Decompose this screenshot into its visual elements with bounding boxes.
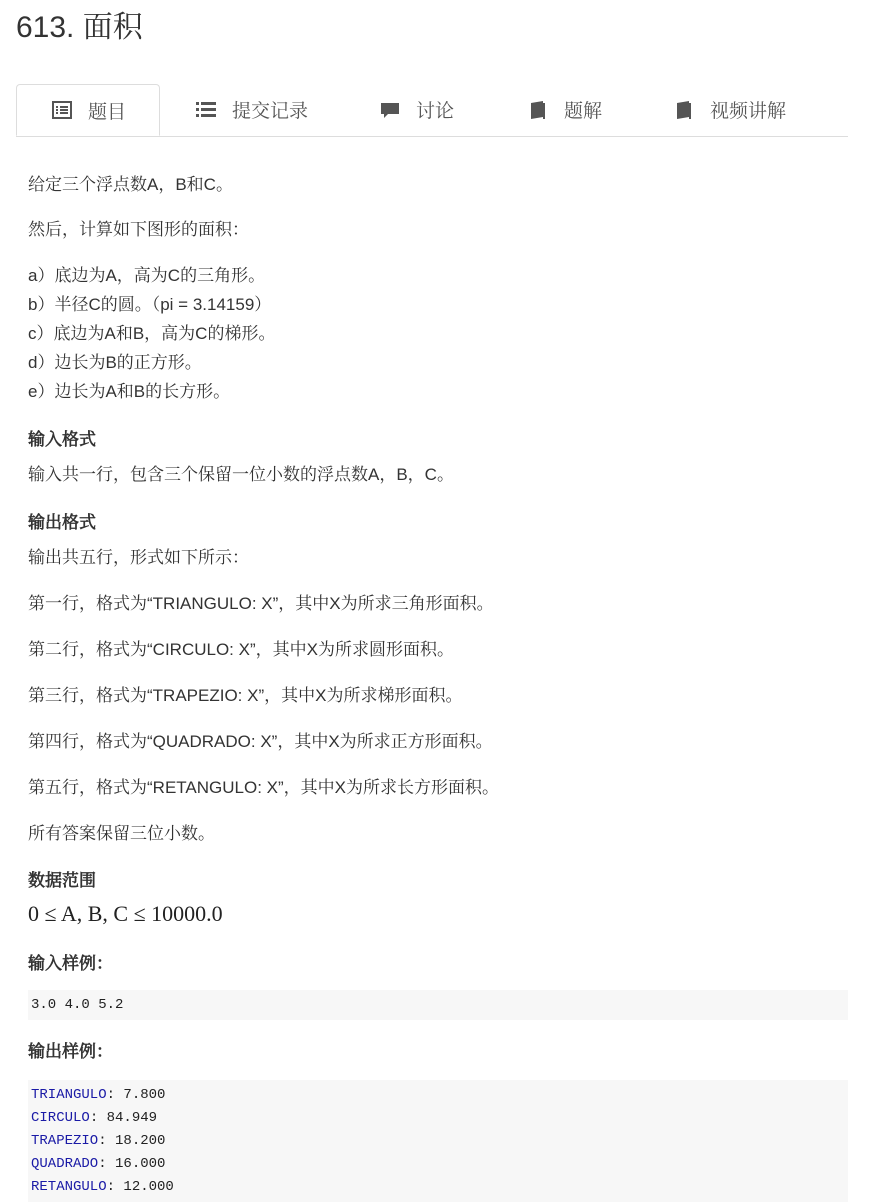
- code-line: 3.0 4.0 5.2: [31, 997, 124, 1013]
- code-key: RETANGULO: [31, 1179, 107, 1195]
- book-icon: [528, 100, 548, 120]
- code-value: : 7.800: [106, 1087, 166, 1103]
- comment-icon: [380, 100, 400, 120]
- code-key: TRIANGULO: [31, 1087, 107, 1103]
- list-item: b）半径C的圆。（pi = 3.14159）: [28, 295, 272, 314]
- book-icon: [674, 100, 694, 120]
- list-item: e）边长为A和B的长方形。: [28, 382, 231, 401]
- sample-output-block: [28, 1080, 848, 1202]
- tab-video[interactable]: [674, 84, 786, 135]
- problem-task: 然后，计算如下图形的面积：: [28, 220, 249, 239]
- list-icon: [196, 100, 216, 120]
- code-line: [31, 1084, 848, 1107]
- input-format-heading: 输入格式: [28, 430, 96, 449]
- input-format-text: 输入共一行，包含三个保留一位小数的浮点数A，B，C。: [28, 465, 454, 484]
- code-line: [31, 1130, 848, 1153]
- output-line: 第一行，格式为“TRIANGULO: X”，其中X为所求三角形面积。: [28, 594, 494, 613]
- code-value: : 16.000: [98, 1156, 166, 1172]
- code-value: : 84.949: [89, 1110, 158, 1126]
- tab-label: 提交记录: [232, 101, 309, 122]
- list-item: c）底边为A和B，高为C的梯形。: [28, 324, 276, 343]
- code-line: [31, 1176, 848, 1199]
- problem-intro: 给定三个浮点数A，B和C。: [28, 175, 233, 194]
- tab-discussion[interactable]: [380, 84, 454, 135]
- code-key: QUADRADO: [31, 1156, 99, 1172]
- tab-label: 题解: [564, 101, 603, 122]
- page-title: 613. 面积: [16, 11, 143, 44]
- output-line: 第四行，格式为“QUADRADO: X”，其中X为所求正方形面积。: [28, 732, 493, 751]
- tab-submissions[interactable]: [196, 84, 308, 135]
- tab-label: 题目: [88, 101, 127, 123]
- tab-solutions[interactable]: [528, 84, 602, 135]
- tab-label: 视频讲解: [710, 101, 787, 122]
- code-key: CIRCULO: [31, 1110, 90, 1126]
- code-key: TRAPEZIO: [31, 1133, 99, 1149]
- output-line: 第二行，格式为“CIRCULO: X”，其中X为所求圆形面积。: [28, 640, 454, 659]
- data-range-formula: 0 ≤ A, B, C ≤ 10000.0: [28, 901, 223, 926]
- output-line: 第三行，格式为“TRAPEZIO: X”，其中X为所求梯形面积。: [28, 686, 463, 705]
- code-value: : 18.200: [98, 1133, 166, 1149]
- output-note: 所有答案保留三位小数。: [28, 824, 215, 843]
- code-line: [31, 1153, 848, 1176]
- sample-output-heading: 输出样例：: [28, 1042, 113, 1061]
- sample-input-heading: 输入样例：: [28, 954, 113, 973]
- tab-label: 讨论: [416, 101, 455, 122]
- code-line: [31, 1107, 848, 1130]
- data-range-heading: 数据范围: [28, 871, 96, 890]
- sample-input-block: [28, 990, 848, 1020]
- output-format-heading: 输出格式: [28, 513, 96, 532]
- list-item: d）边长为B的正方形。: [28, 353, 202, 372]
- problem-tabs: [16, 84, 848, 137]
- list-item: a）底边为A，高为C的三角形。: [28, 266, 266, 285]
- code-value: : 12.000: [106, 1179, 174, 1195]
- list-box-icon: [52, 100, 72, 120]
- output-line: 第五行，格式为“RETANGULO: X”，其中X为所求长方形面积。: [28, 778, 499, 797]
- tab-problem[interactable]: [16, 84, 160, 136]
- output-format-intro: 输出共五行，形式如下所示：: [28, 548, 249, 567]
